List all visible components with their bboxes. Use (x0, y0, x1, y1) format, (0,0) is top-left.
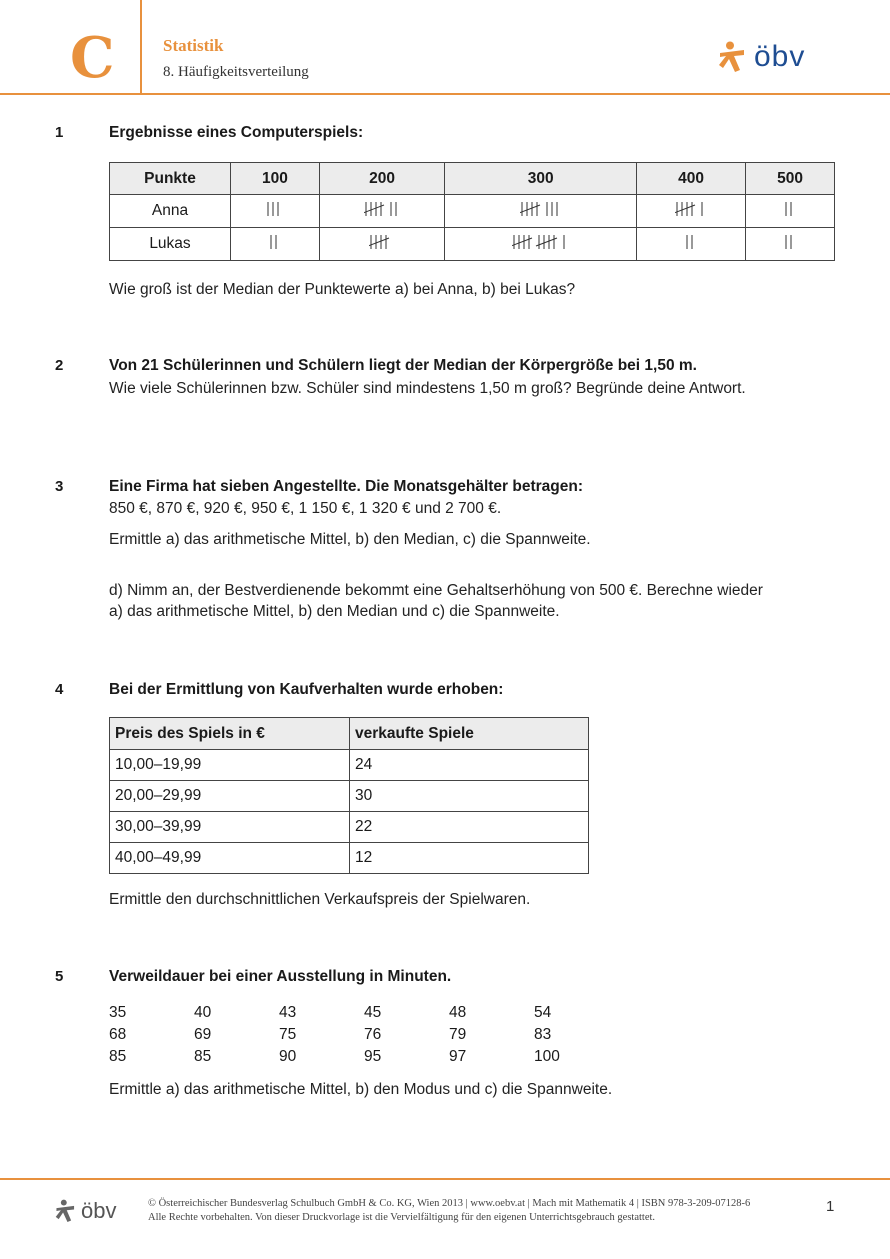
tally-column-header: 400 (637, 163, 746, 195)
task-3-question-d-line2: a) das arithmetische Mittel, b) den Median und c) die Spannweite. (109, 603, 560, 620)
duration-value: 43 (279, 1004, 297, 1021)
publisher-logo (718, 40, 805, 74)
duration-value: 75 (279, 1026, 297, 1043)
price-range-cell: 20,00–29,99 (110, 781, 350, 812)
tally-row-label: Lukas (110, 228, 231, 261)
tally-table (109, 162, 835, 261)
task-1-number: 1 (55, 124, 64, 141)
footer-logo (55, 1198, 116, 1224)
task-1-question: Wie groß ist der Median der Punktewerte a) bei Anna, b) bei Lukas? (109, 281, 576, 298)
task-2-text: Wie viele Schülerinnen bzw. Schüler sind mindestens 1,50 m groß? Begründe deine Antwort. (109, 380, 746, 397)
duration-value: 54 (534, 1004, 552, 1021)
task-5-number: 5 (55, 968, 64, 985)
star-icon (55, 1199, 77, 1223)
tally-cell (637, 195, 746, 228)
task-5-question: Ermittle a) das arithmetische Mittel, b) den Modus und c) die Spannweite. (109, 1081, 613, 1098)
page-number: 1 (826, 1198, 835, 1215)
price-range-cell: 40,00–49,99 (110, 843, 350, 874)
duration-value: 45 (364, 1004, 382, 1021)
duration-value: 83 (534, 1026, 552, 1043)
task-4-title: Bei der Ermittlung von Kaufverhalten wurde erhoben: (109, 681, 504, 698)
tally-marks-icon (369, 233, 396, 256)
duration-values-grid (109, 1004, 619, 1070)
tally-cell (445, 228, 637, 261)
tally-cell (231, 195, 320, 228)
price-header-row (110, 718, 589, 750)
footer-divider (0, 1178, 890, 1180)
tally-marks-icon (784, 200, 796, 223)
tally-column-header: 300 (445, 163, 637, 195)
tally-header-row (110, 163, 835, 195)
duration-value: 76 (364, 1026, 382, 1043)
duration-value: 68 (109, 1026, 127, 1043)
chapter-letter: C (70, 25, 115, 91)
task-2-title: Von 21 Schülerinnen und Schülern liegt der Median der Körpergröße bei 1,50 m. (109, 357, 697, 374)
price-range-cell: 30,00–39,99 (110, 812, 350, 843)
tally-column-header: 200 (319, 163, 445, 195)
tally-marks-icon (266, 200, 283, 223)
duration-row (109, 1004, 619, 1026)
table-row (110, 812, 589, 843)
copyright-line-2: Alle Rechte vorbehalten. Von dieser Druckvorlage ist die Vervielfältigung für den eigenen Unterrichtsgebrauch gestattet. (148, 1212, 656, 1223)
tally-cell (746, 228, 835, 261)
logo-wordmark: öbv (754, 40, 806, 73)
star-icon (718, 41, 748, 73)
duration-row (109, 1026, 619, 1048)
tally-cell (231, 228, 320, 261)
header-divider-horizontal (0, 93, 890, 95)
task-5-title: Verweildauer bei einer Ausstellung in Minuten. (109, 968, 452, 985)
task-1-title: Ergebnisse eines Computerspiels: (109, 124, 364, 141)
sold-count-cell: 12 (350, 843, 589, 874)
tally-column-header: 500 (746, 163, 835, 195)
tally-marks-icon (364, 200, 401, 223)
sold-count-cell: 22 (350, 812, 589, 843)
task-4-question: Ermittle den durchschnittlichen Verkaufspreis der Spielwaren. (109, 891, 531, 908)
tally-cell (445, 195, 637, 228)
task-4-number: 4 (55, 681, 64, 698)
tally-header-label: Punkte (110, 163, 231, 195)
copyright-notice (148, 1197, 750, 1225)
table-row (110, 781, 589, 812)
tally-marks-icon (520, 200, 562, 223)
tally-marks-icon (784, 233, 796, 256)
task-2-number: 2 (55, 357, 64, 374)
tally-row-label: Anna (110, 195, 231, 228)
tally-marks-icon (512, 233, 569, 256)
duration-value: 40 (194, 1004, 212, 1021)
table-row (110, 843, 589, 874)
table-row (110, 750, 589, 781)
copyright-line-1: © Österreichischer Bundesverlag Schulbuch GmbH & Co. KG, Wien 2013 | www.oebv.at | Mach mit Mathematik 4 | ISBN 978-3-209-07128-6 (148, 1198, 751, 1209)
duration-value: 48 (449, 1004, 467, 1021)
duration-row (109, 1048, 619, 1070)
chapter-title: 8. Häufigkeitsverteilung (163, 64, 309, 80)
price-column-header: Preis des Spiels in € (110, 718, 350, 750)
task-3-title: Eine Firma hat sieben Angestellte. Die Monatsgehälter betragen: (109, 478, 584, 495)
tally-column-header: 100 (231, 163, 320, 195)
sold-column-header: verkaufte Spiele (350, 718, 589, 750)
duration-value: 97 (449, 1048, 467, 1065)
header-divider-vertical (140, 0, 142, 95)
duration-value: 85 (109, 1048, 127, 1065)
tally-cell (746, 195, 835, 228)
tally-row-anna (110, 195, 835, 228)
duration-value: 90 (279, 1048, 297, 1065)
subject-title: Statistik (163, 36, 224, 55)
tally-marks-icon (685, 233, 697, 256)
sold-count-cell: 24 (350, 750, 589, 781)
duration-value: 35 (109, 1004, 127, 1021)
tally-row-lukas (110, 228, 835, 261)
duration-value: 95 (364, 1048, 382, 1065)
task-3-question-abc: Ermittle a) das arithmetische Mittel, b) den Median, c) die Spannweite. (109, 531, 591, 548)
tally-marks-icon (269, 233, 281, 256)
sold-count-cell: 30 (350, 781, 589, 812)
task-3-question-d-line1: d) Nimm an, der Bestverdienende bekommt eine Gehaltserhöhung von 500 €. Berechne wieder (109, 582, 763, 599)
duration-value: 100 (534, 1048, 560, 1065)
price-table (109, 717, 589, 874)
duration-value: 69 (194, 1026, 212, 1043)
tally-cell (319, 228, 445, 261)
tally-cell (319, 195, 445, 228)
page-header (0, 0, 890, 95)
task-3-number: 3 (55, 478, 64, 495)
tally-cell (637, 228, 746, 261)
footer-logo-wordmark: öbv (81, 1198, 117, 1223)
task-3-values: 850 €, 870 €, 920 €, 950 €, 1 150 €, 1 320 € und 2 700 €. (109, 500, 502, 517)
duration-value: 85 (194, 1048, 212, 1065)
duration-value: 79 (449, 1026, 467, 1043)
tally-marks-icon (675, 200, 707, 223)
price-range-cell: 10,00–19,99 (110, 750, 350, 781)
